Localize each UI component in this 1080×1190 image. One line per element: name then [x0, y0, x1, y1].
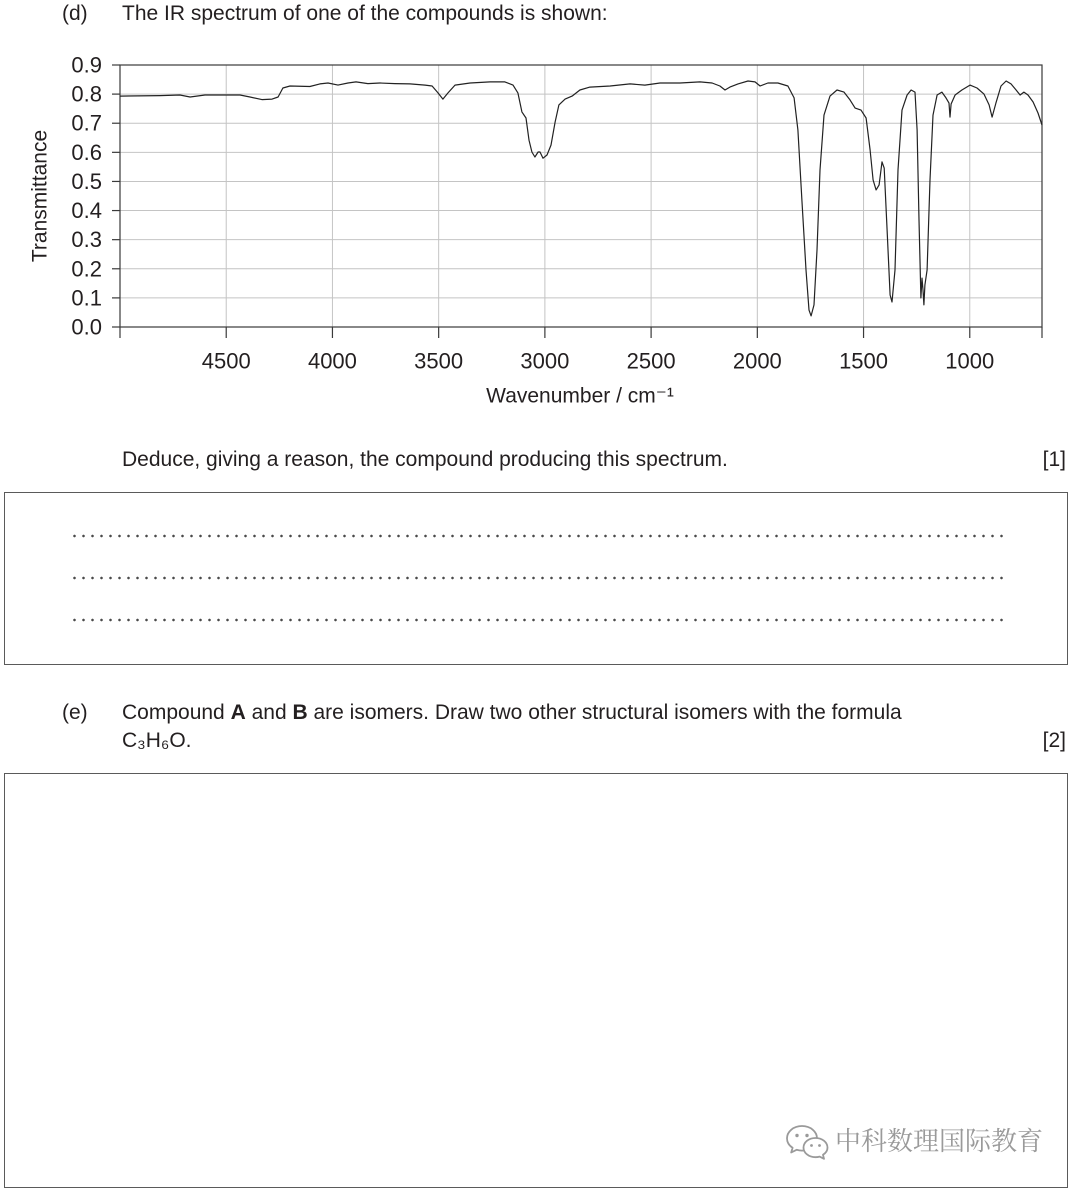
part-e-text: are isomers. Draw two other structural isomers with the formula [307, 701, 902, 724]
part-e-label: (e) [62, 701, 88, 724]
x-tick-label: 3500 [414, 348, 464, 374]
part-d-intro: The IR spectrum of one of the compounds is shown: [122, 2, 608, 25]
part-d-question: Deduce, giving a reason, the compound producing this spectrum. [122, 448, 728, 471]
answer-line [70, 576, 1005, 580]
x-tick-label: 2000 [732, 348, 782, 374]
x-tick-label: 4500 [201, 348, 251, 374]
y-tick-label: 0.6 [71, 139, 102, 165]
part-e-formula: C₃H₆O. [122, 729, 192, 752]
y-tick-label: 0.2 [71, 256, 102, 282]
x-tick-label: 1000 [945, 348, 995, 374]
x-tick-label: 4000 [307, 348, 357, 374]
answer-box-d [4, 492, 1068, 665]
part-e-line1 [122, 701, 902, 725]
spectrum-line [120, 81, 1042, 316]
y-tick-label: 0.9 [71, 52, 102, 78]
y-tick-label: 0.8 [71, 81, 102, 107]
answer-line [70, 534, 1005, 538]
x-tick-label: 2500 [626, 348, 676, 374]
wechat-icon [785, 1123, 831, 1161]
part-d-marks: [1] [1042, 448, 1066, 471]
part-d-label: (d) [62, 2, 88, 25]
ir-spectrum-chart [0, 0, 1080, 420]
x-tick-label: 1500 [839, 348, 889, 374]
y-tick-label: 0.0 [71, 314, 102, 340]
y-tick-label: 0.4 [71, 198, 102, 224]
answer-line [70, 618, 1005, 622]
part-e-text: and [245, 701, 293, 724]
y-tick-label: 0.7 [71, 110, 102, 136]
x-tick-label: 3000 [520, 348, 570, 374]
y-axis-title: Transmittance [28, 129, 52, 263]
y-tick-label: 0.1 [71, 285, 102, 311]
y-tick-label: 0.3 [71, 227, 102, 253]
compound-b: B [292, 701, 308, 724]
part-e-marks: [2] [1042, 729, 1066, 752]
y-tick-label: 0.5 [71, 168, 102, 194]
watermark [785, 1122, 1055, 1162]
compound-a: A [230, 701, 246, 724]
x-axis-title: Wavenumber / cm⁻¹ [486, 384, 674, 408]
part-e-text: Compound [122, 701, 231, 724]
watermark-text: 中科数理国际教育 [835, 1127, 1044, 1157]
